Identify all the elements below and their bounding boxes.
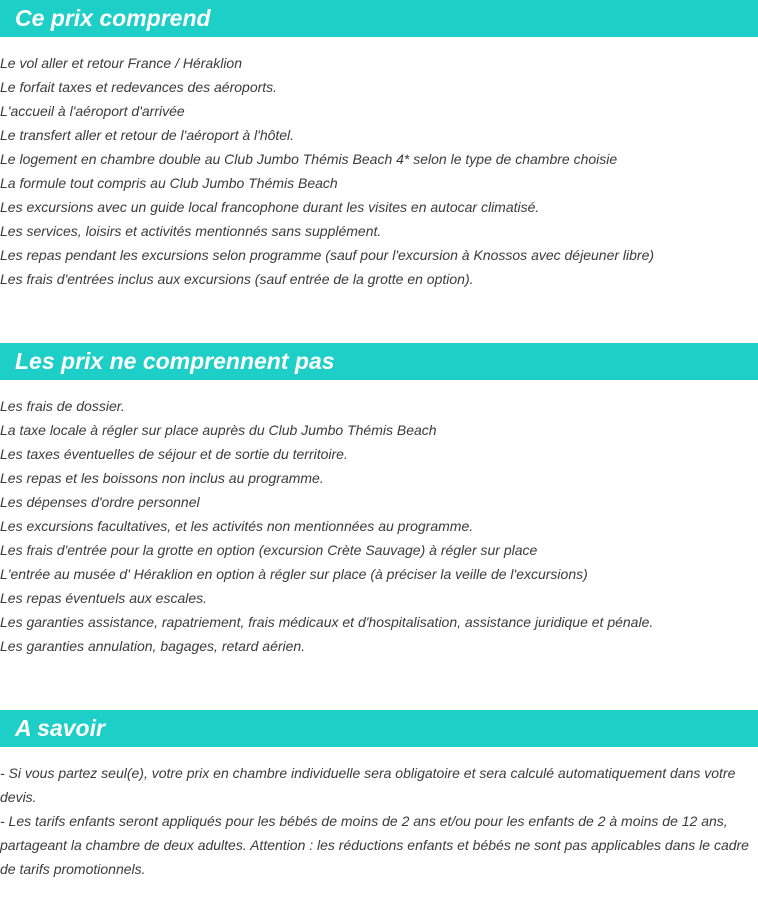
list-item: Les garanties annulation, bagages, retard aérien. xyxy=(0,638,306,654)
list-item: Les excursions facultatives, et les activités non mentionnées au programme. xyxy=(0,518,474,534)
list-item: L'accueil à l'aéroport d'arrivée xyxy=(0,103,185,119)
good-to-know-text xyxy=(0,761,758,881)
list-item: Les repas pendant les excursions selon programme (sauf pour l'excursion à Knossos avec déjeuner libre) xyxy=(0,247,655,263)
list-item: La formule tout compris au Club Jumbo Thémis Beach xyxy=(0,175,338,191)
list-item: Le vol aller et retour France / Héraklion xyxy=(0,55,242,71)
list-item: Les dépenses d'ordre personnel xyxy=(0,494,200,510)
not-included-heading: Les prix ne comprennent pas xyxy=(0,343,758,380)
info-paragraph: - Les tarifs enfants seront appliqués pour les bébés de moins de 2 ans et/ou pour les enfants de 2 à moins de 12 ans, partageant la chambre de deux adultes. Attention : les réductions enfants et bébés ne sont pas applicables dans le cadre de tarifs promotionnels. xyxy=(0,813,749,877)
list-item: La taxe locale à régler sur place auprès du Club Jumbo Thémis Beach xyxy=(0,422,437,438)
good-to-know-section xyxy=(0,710,758,881)
included-heading: Ce prix comprend xyxy=(0,0,758,37)
list-item: Les garanties assistance, rapatriement, frais médicaux et d'hospitalisation, assistance juridique et pénale. xyxy=(0,614,654,630)
list-item: Les excursions avec un guide local francophone durant les visites en autocar climatisé. xyxy=(0,199,540,215)
list-item: Les taxes éventuelles de séjour et de sortie du territoire. xyxy=(0,446,348,462)
list-item: Le logement en chambre double au Club Jumbo Thémis Beach 4* selon le type de chambre choisie xyxy=(0,151,618,167)
list-item: Le transfert aller et retour de l'aéroport à l'hôtel. xyxy=(0,127,295,143)
list-item: L'entrée au musée d' Héraklion en option à régler sur place (à préciser la veille de l'excursions) xyxy=(0,566,588,582)
list-item: Les frais de dossier. xyxy=(0,398,125,414)
list-item: Les frais d'entrée pour la grotte en option (excursion Crète Sauvage) à régler sur place xyxy=(0,542,538,558)
not-included-list xyxy=(0,394,758,658)
good-to-know-heading: A savoir xyxy=(0,710,758,747)
list-item: Les frais d'entrées inclus aux excursions (sauf entrée de la grotte en option). xyxy=(0,271,474,287)
included-section xyxy=(0,0,758,291)
info-paragraph: - Si vous partez seul(e), votre prix en chambre individuelle sera obligatoire et sera calculé automatiquement dans votre devis. xyxy=(0,765,736,805)
not-included-section xyxy=(0,343,758,658)
list-item: Les services, loisirs et activités mentionnés sans supplément. xyxy=(0,223,382,239)
list-item: Le forfait taxes et redevances des aéroports. xyxy=(0,79,278,95)
included-list xyxy=(0,51,758,291)
list-item: Les repas et les boissons non inclus au programme. xyxy=(0,470,324,486)
list-item: Les repas éventuels aux escales. xyxy=(0,590,208,606)
